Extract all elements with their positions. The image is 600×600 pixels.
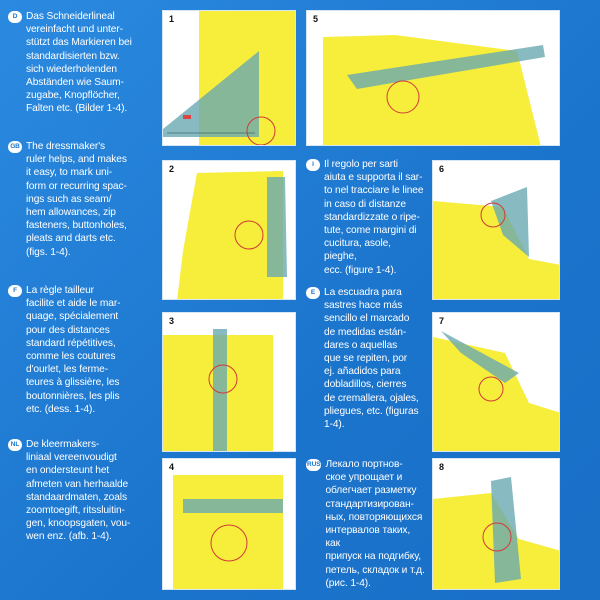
section-text: Il regolo per sarti aiuta e supporta il sar- to nel tracciare le linee in caso di distanze standardizzate o ripe- tute, come margini di cucitura, asole, pieghe, ecc. (figure 1-4). <box>324 159 424 276</box>
figure-7 <box>432 312 560 452</box>
figure-2-illustration <box>163 161 296 300</box>
figure-5-illustration <box>307 11 560 146</box>
figure-number: 4 <box>169 462 175 472</box>
figure-6-illustration <box>433 161 560 300</box>
section-russian <box>306 458 426 590</box>
section-text: La escuadra para sastres hace más sencillo el marcado de medidas están- dares o aquellas que se repiten, por ej. añadidos para dobladillos, cierres de cremallera, ojales, pliegues, etc. (figuras 1-4). <box>324 287 419 431</box>
figure-number: 7 <box>439 316 445 326</box>
figure-number: 2 <box>169 164 175 174</box>
language-badge: E <box>306 287 320 299</box>
language-badge: GB <box>8 141 22 153</box>
language-badge: D <box>8 11 22 23</box>
section-text: La règle tailleur facilite et aide le mar- quage, spécialement pour des distances standard répétitives, comme les coutures d'ourlet, les ferme- teures à glissière, les boutonnières, les plis etc. (dess. 1-4). <box>26 285 121 415</box>
figure-6 <box>432 160 560 300</box>
figure-3 <box>162 312 296 452</box>
section-text: Das Schneiderlineal vereinfacht und unter- stützt das Markieren bei standardisierten bzw. sich wiederholenden Abständen wie Saum- zugabe, Knopflöcher, Falten etc. (Bilder 1-4). <box>26 11 132 115</box>
figure-1-illustration <box>163 11 296 146</box>
section-german <box>8 10 160 116</box>
figure-8 <box>432 458 560 590</box>
figure-8-illustration <box>433 459 560 590</box>
section-spanish <box>306 286 426 431</box>
figure-7-illustration <box>433 313 560 452</box>
language-badge: I <box>306 159 320 171</box>
language-badge: NL <box>8 439 22 451</box>
figure-number: 6 <box>439 164 445 174</box>
figure-3-illustration <box>163 313 296 452</box>
figure-number: 3 <box>169 316 175 326</box>
section-text: The dressmaker's ruler helps, and makes it easy, to mark uni- form or recurring spac- ings such as seam/ hem allowances, zip fasteners, buttonholes, pleats and darts etc. (figs. 1-4). <box>26 141 127 258</box>
figure-number: 1 <box>169 14 175 24</box>
figure-4 <box>162 458 296 590</box>
section-text: De kleermakers- liniaal vereenvoudigt en ondersteunt het afmeten van herhaalde standaardmaten, zoals zoomtoegift, ritssluitin- gen, knoopsgaten, vou- wen enz. (afb. 1-4). <box>26 439 131 543</box>
figure-number: 5 <box>313 14 319 24</box>
language-badge: F <box>8 285 22 297</box>
figure-4-illustration <box>163 459 296 590</box>
figure-5 <box>306 10 560 146</box>
figure-1 <box>162 10 296 146</box>
section-text: Лекало портнов- ское упрощает и облегчает разметку стандартизирован- ных, повторяющихся интервалов таких, как припуск на подгибку, петель, складок и т.д. (рис. 1-4). <box>325 459 425 589</box>
section-dutch <box>8 438 160 544</box>
section-english <box>8 140 160 259</box>
section-italian <box>306 158 426 277</box>
figure-number: 8 <box>439 462 445 472</box>
language-badge: RUS <box>306 459 321 471</box>
figure-2 <box>162 160 296 300</box>
section-french <box>8 284 160 416</box>
